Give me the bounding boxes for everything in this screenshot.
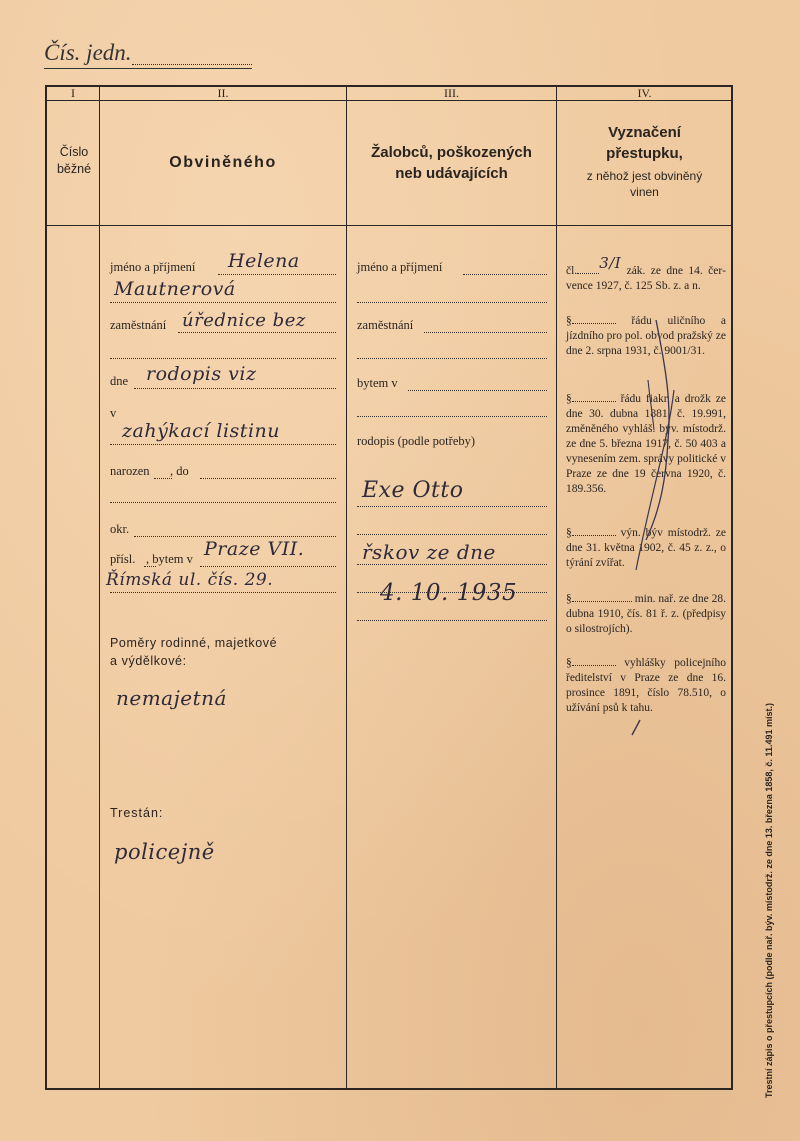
column-header-serial: Číslo běžné <box>56 145 92 176</box>
complainant-residence-line-2 <box>357 416 547 417</box>
complainant-job-line <box>424 332 547 333</box>
complainant-line-a <box>357 506 547 507</box>
complainant-rodopis-label: rodopis (podle potřeby) <box>357 434 476 448</box>
offence-paragraph-1: čl. 3/I zák. ze dne 14. července 1927, č. 125 Sb. z. a n. <box>566 254 726 292</box>
defendant-job: úřednice bez <box>182 310 306 331</box>
pen-strokes <box>556 240 736 760</box>
defendant-surname: Mautnerová <box>114 278 236 300</box>
complainant-hand-1: Exe Otto <box>362 478 464 503</box>
column-divider-2 <box>346 85 347 1090</box>
defendant-residence-label: , bytem v <box>146 552 193 566</box>
complainant-job-line-2 <box>357 358 547 359</box>
case-number-dotted-line <box>132 64 252 65</box>
defendant-born-do-line <box>200 478 336 479</box>
offence-paragraph-3: § řádu fiakr. a drožk ze dne 30. dubna 1881, č. 19.991, změněného vyhláš. býv. místodrž. ze dne 5. března 1917, č. 50 403 a vynesením zem. správy politické v Praze ze dne 19 června 1920, č. 189.356. <box>566 393 727 495</box>
offence-paragraph-2: § řádu uličního a jízdního pro pol. obvod pražský ze dne 2. srpna 1931, č. 9001/31. <box>566 315 726 357</box>
defendant-address-line <box>110 592 336 593</box>
column-header-defendant: Obviněného <box>169 154 277 171</box>
defendant-born-do-label: , do <box>170 464 189 478</box>
complainant-line-c <box>357 564 547 565</box>
complainant-name-label: jméno a příjmení <box>357 260 443 274</box>
defendant-district-label: okr. <box>110 522 130 536</box>
complainant-residence-line <box>408 390 547 391</box>
column-header-offence: Vyznačení přestupku, z něhož jest obviněný vinen <box>586 124 703 199</box>
complainant-name-line <box>463 274 547 275</box>
defendant-job-label: zaměstnání <box>110 318 167 332</box>
complainant-line-e <box>357 620 547 621</box>
column-number-1: I <box>71 86 75 100</box>
defendant-first-name: Helena <box>228 250 300 272</box>
defendant-surname-line <box>110 302 336 303</box>
defendant-relations: nemajetná <box>116 686 227 710</box>
defendant-residence-line <box>200 566 336 567</box>
defendant-place: zahýkací listinu <box>122 420 280 442</box>
defendant-day: rodopis viz <box>146 363 257 385</box>
defendant-born-line-2 <box>110 502 336 503</box>
column-number-2: II. <box>217 86 229 100</box>
defendant-place-line <box>110 444 336 445</box>
defendant-address: Římská ul. čís. 29. <box>106 570 274 590</box>
case-number-underline <box>44 68 252 69</box>
complainant-hand-2: řskov ze dne <box>362 540 496 564</box>
defendant-job-line-2 <box>110 358 336 359</box>
defendant-domicile-label: přísl. <box>110 552 136 566</box>
offence-paragraph-5: § min. nař. ze dne 28. dubna 1910, čís. 81 ř. z. (předpisy o silostrojích). <box>566 593 727 635</box>
defendant-place-label: v <box>110 406 117 420</box>
defendant-job-line <box>178 332 336 333</box>
defendant-born-label: narozen <box>110 464 150 478</box>
defendant-relations-label: Poměry rodinné, majetkové a výdělkové: <box>110 636 278 668</box>
defendant-day-label: dne <box>110 374 129 388</box>
offence-paragraph-1-hand: 3/I <box>599 254 622 272</box>
defendant-name-line <box>218 274 336 275</box>
offence-paragraph-4: § výn. býv místodrž. ze dne 31. května 1902, č. 45 z. z., o týrání zvířat. <box>566 527 727 569</box>
complainant-hand-3: 4. 10. 1935 <box>380 580 518 606</box>
defendant-residence: Praze VII. <box>204 538 305 560</box>
column-number-4: IV. <box>637 86 652 100</box>
defendant-district-line <box>134 536 336 537</box>
column-number-3: III. <box>444 86 459 100</box>
complainant-job-label: zaměstnání <box>357 318 414 332</box>
case-number-label: Čís. jedn. <box>44 40 132 65</box>
defendant-punished-label: Trestán: <box>110 806 164 820</box>
complainant-line-b <box>357 534 547 535</box>
header-row-divider <box>45 225 733 226</box>
defendant-day-line <box>134 388 336 389</box>
complainant-name-line-2 <box>357 302 547 303</box>
column-header-complainants: Žalobců, poškozených neb udávajících <box>371 144 532 182</box>
complainant-residence-label: bytem v <box>357 376 398 390</box>
offence-paragraph-6: § vyhlášky policejního ředitelství v Praze ze dne 16. prosince 1891, číslo 78.510, o užívání psů k tahu. <box>566 657 727 714</box>
column-divider-1 <box>99 85 100 1090</box>
defendant-punished: policejně <box>114 840 215 864</box>
side-note-vertical: Trestní zápis o přestupcích (podle nař. býv. místodrž. ze dne 13. března 1858, č. 11.491 míst.) <box>764 703 774 1098</box>
defendant-name-label: jméno a příjmení <box>110 260 196 274</box>
